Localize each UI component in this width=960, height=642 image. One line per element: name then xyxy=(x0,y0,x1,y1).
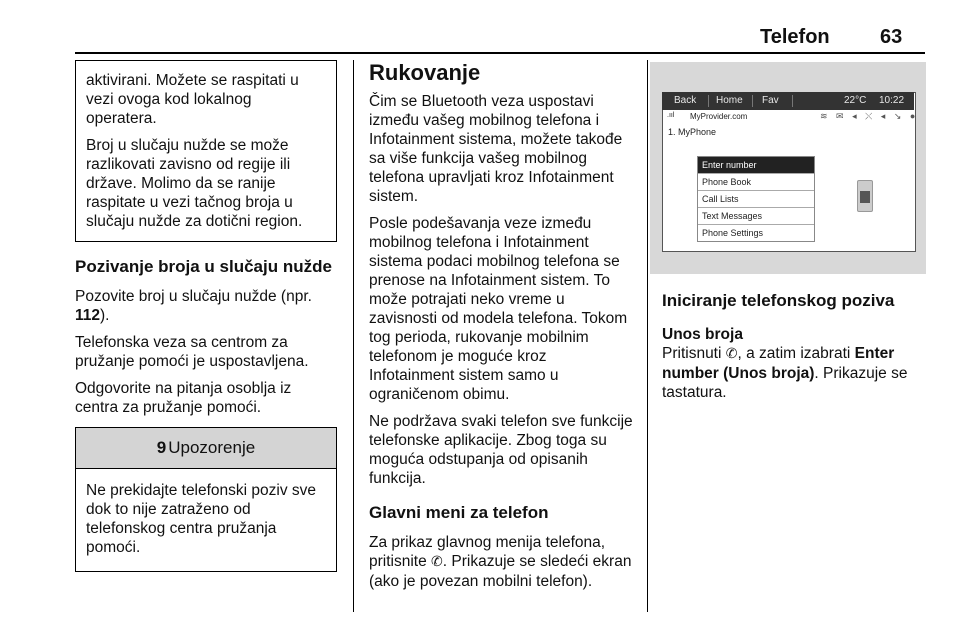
infotainment-screenshot xyxy=(650,62,926,274)
column-divider xyxy=(647,60,648,612)
screen-top-bar xyxy=(662,92,914,110)
body-paragraph: Telefonska veza sa centrom za pružanje pomoći je uspostavljena. xyxy=(75,334,309,370)
status-icons: ≋ ✉ ◂ ⤬ ◂ ↘ ● xyxy=(820,111,919,121)
body-paragraph: Ne podržava svaki telefon sve funkcije telefonske aplikacije. Zbog toga su moguća odstupanja od opisanih funkcija. xyxy=(369,413,633,487)
body-paragraph: Posle podešavanja veze između mobilnog telefona i Infotainment sistema podaci mobilnog telefona se prenose na Infotainment sistem. To može potrajati neko vreme u zavisnosti od modela telefona. Tokom tog perioda, rukovanje mobilnim telefonom je moguće kroz Infotainment sistem samo u ograničenom obimu. xyxy=(369,215,628,403)
clock-readout: 10:22 xyxy=(879,95,905,106)
body-paragraph: Pozovite broj u slučaju nužde (npr. 112). xyxy=(75,288,312,324)
warning-text: Ne prekidajte telefonski poziv sve dok to nije zatraženo od telefonskog centra pružanja pomoći. xyxy=(86,482,317,556)
phone-menu xyxy=(697,156,815,242)
running-header-title: Telefon xyxy=(760,26,830,48)
warning-box xyxy=(75,427,337,572)
continued-note-box xyxy=(75,60,337,242)
column-middle xyxy=(369,60,633,599)
phone-icon: ✆ xyxy=(431,554,443,570)
column-divider xyxy=(353,60,354,612)
warning-title: Upozorenje xyxy=(168,438,256,457)
fav-button: Fav xyxy=(762,95,779,106)
header-rule xyxy=(75,52,925,54)
body-paragraph: Za prikaz glavnog menija telefona, pritisnite ✆. Prikazuje se sledeći ekran (ako je povezan mobilni telefon). xyxy=(369,534,632,590)
connected-phone: 1. MyPhone xyxy=(668,127,717,137)
body-paragraph: Čim se Bluetooth veza uspostavi između vašeg mobilnog telefona i Infotainment sistema, možete takođe sa više funkcija vašeg mobilnog telefona upravljati kroz Infotainment sistem. xyxy=(369,93,623,205)
note-paragraph: aktivirani. Možete se raspitati u vezi ovoga kod lokalnog operatera. xyxy=(86,72,299,127)
body-paragraph: Odgovorite na pitanja osoblja iz centra za pružanje pomoći. xyxy=(75,380,292,416)
signal-icon: .ııl xyxy=(667,112,675,119)
section-heading: Rukovanje xyxy=(369,60,481,85)
section-heading: Pozivanje broja u slučaju nužde xyxy=(75,257,332,276)
column-left xyxy=(75,60,337,572)
warning-body xyxy=(76,469,336,571)
page-number: 63 xyxy=(880,26,903,48)
menu-item-phone-book: Phone Book xyxy=(698,174,814,191)
temperature-readout: 22°C xyxy=(844,95,867,106)
menu-item-call-lists: Call Lists xyxy=(698,191,814,208)
section-heading: Iniciranje telefonskog poziva xyxy=(662,291,895,310)
back-button: Back xyxy=(674,95,697,106)
home-button: Home xyxy=(716,95,743,106)
menu-item-text-messages: Text Messages xyxy=(698,208,814,225)
column-right xyxy=(662,290,926,410)
menu-item-enter-number: Enter number xyxy=(698,157,814,174)
provider-name: MyProvider.com xyxy=(690,112,748,121)
subsection-heading: Glavni meni za telefon xyxy=(369,503,549,522)
warning-header xyxy=(76,428,336,469)
note-paragraph: Broj u slučaju nužde se može razlikovati zavisno od regije ili države. Molimo da se ranije raspitate u vezi tačnog broja u slučaju nužde za dotični region. xyxy=(86,137,303,230)
warning-icon: 9 xyxy=(156,438,167,457)
phone-icon: ✆ xyxy=(725,346,738,362)
subsection-heading: Unos broja xyxy=(662,326,743,343)
mobile-phone-icon xyxy=(857,180,873,212)
body-paragraph: Pritisnuti ✆, a zatim izabrati Enter number (Unos broja). Prikazuje se tastatura. xyxy=(662,345,908,401)
menu-item-phone-settings: Phone Settings xyxy=(702,228,764,238)
